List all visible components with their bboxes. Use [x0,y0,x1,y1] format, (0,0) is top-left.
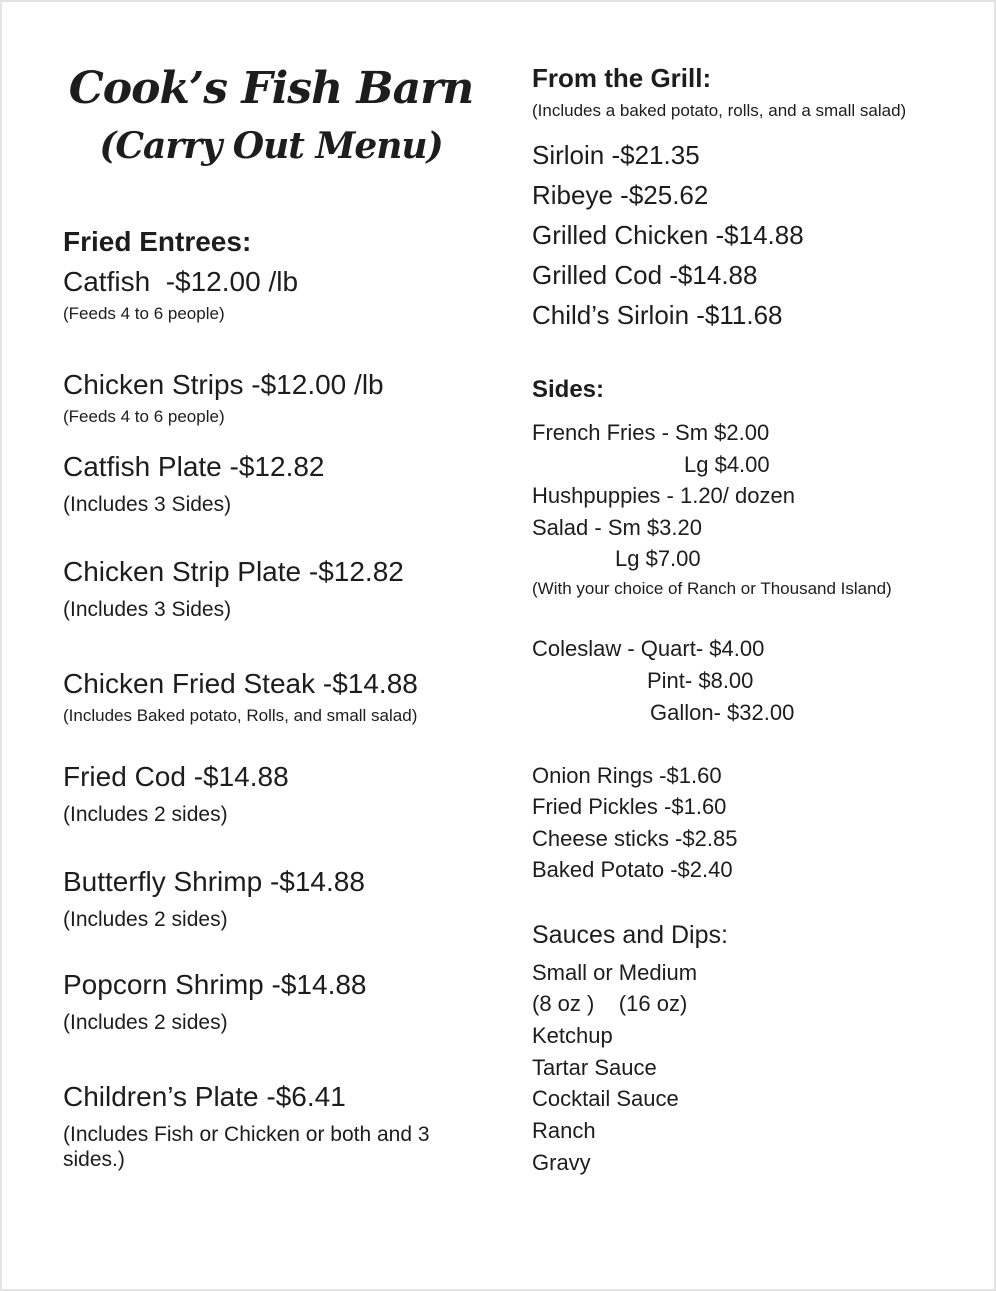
section-heading-from-the-grill: From the Grill: [532,63,712,93]
menu-header [63,62,479,168]
item-name-price: Chicken Strips -$12.00 /lb [63,369,384,400]
extra-sides-list [532,760,982,886]
sauces-size-note: Small or Medium [532,959,698,985]
item-note: (Includes Fish or Chicken or both and 3 sides.) [63,1123,436,1171]
grill-section-note: (Includes a baked potato, rolls, and a small salad) [532,101,907,120]
sides-price-list [532,417,982,575]
menu-item-fried-cod [63,760,523,827]
extra-side-baked-potato: Baked Potato -$2.40 [532,857,733,882]
menu-item-popcorn-shrimp [63,968,523,1035]
item-name-price: Butterfly Shrimp -$14.88 [63,866,365,897]
item-name-price: Chicken Fried Steak -$14.88 [63,668,418,699]
sauce-gravy: Gravy [532,1149,591,1175]
menu-item-butterfly-shrimp [63,865,523,932]
item-note: (Includes 2 sides) [63,908,228,931]
coleslaw-line-pint: Pint- $8.00 [647,667,754,693]
sauce-cocktail: Cocktail Sauce [532,1086,679,1112]
salad-dressing-note: (With your choice of Ranch or Thousand Island) [532,578,892,598]
grill-item-grilled-chicken: Grilled Chicken -$14.88 [532,220,804,250]
side-line-salad-sm: Salad - Sm $3.20 [532,514,702,540]
coleslaw-line-gallon: Gallon- $32.00 [650,699,795,725]
grill-item-sirloin: Sirloin -$21.35 [532,140,700,170]
item-note: (Includes 3 Sides) [63,598,232,621]
item-note: (Feeds 4 to 6 people) [63,407,225,426]
item-note: (Includes Baked potato, Rolls, and small salad) [63,706,418,725]
item-note: (Includes 2 sides) [63,803,228,826]
item-note: (Includes 3 Sides) [63,493,232,516]
item-note: (Includes 2 sides) [63,1011,228,1034]
grill-item-childs-sirloin: Child’s Sirloin -$11.68 [532,300,783,330]
item-name-price: Chicken Strip Plate -$12.82 [63,556,404,587]
side-line-salad-lg: Lg $7.00 [615,546,701,571]
item-name-price: Children’s Plate -$6.41 [63,1081,346,1112]
menu-item-chicken-fried-steak [63,667,523,726]
sauce-tartar: Tartar Sauce [532,1054,657,1080]
coleslaw-price-list [532,633,982,729]
grill-items-list [532,135,982,335]
item-name-price: Catfish Plate -$12.82 [63,451,325,482]
page-title: Cook’s Fish Barn [68,63,474,114]
side-line-french-fries-sm: French Fries - Sm $2.00 [532,420,770,445]
menu-item-chicken-strips [63,368,523,427]
section-heading-sides: Sides: [532,376,605,403]
extra-side-cheese-sticks: Cheese sticks -$2.85 [532,825,738,851]
left-column [63,62,523,1172]
item-name-price: Fried Cod -$14.88 [63,761,289,792]
menu-item-chicken-strip-plate [63,555,523,622]
item-note: (Feeds 4 to 6 people) [63,304,225,323]
item-name-price: Catfish -$12.00 /lb [63,266,299,297]
item-name-price: Popcorn Shrimp -$14.88 [63,969,367,1000]
right-column [532,63,982,1178]
side-line-hushpuppies: Hushpuppies - 1.20/ dozen [532,483,795,508]
extra-side-onion-rings: Onion Rings -$1.60 [532,762,722,788]
section-heading-sauces-and-dips: Sauces and Dips: [532,920,728,949]
page-subtitle: (Carry Out Menu) [99,125,443,167]
sauce-ketchup: Ketchup [532,1022,613,1048]
sauces-list [532,957,982,1179]
menu-item-childrens-plate [63,1080,523,1172]
grill-item-grilled-cod: Grilled Cod -$14.88 [532,260,758,290]
sauces-oz-note: (8 oz ) (16 oz) [532,991,688,1017]
grill-item-ribeye: Ribeye -$25.62 [532,180,709,210]
side-line-french-fries-lg: Lg $4.00 [684,451,770,477]
section-heading-fried-entrees: Fried Entrees: [63,226,252,257]
coleslaw-line-quart: Coleslaw - Quart- $4.00 [532,635,765,661]
sauce-ranch: Ranch [532,1118,596,1144]
extra-side-fried-pickles: Fried Pickles -$1.60 [532,794,727,819]
menu-item-catfish-plate [63,450,523,517]
menu-item-catfish [63,265,523,324]
